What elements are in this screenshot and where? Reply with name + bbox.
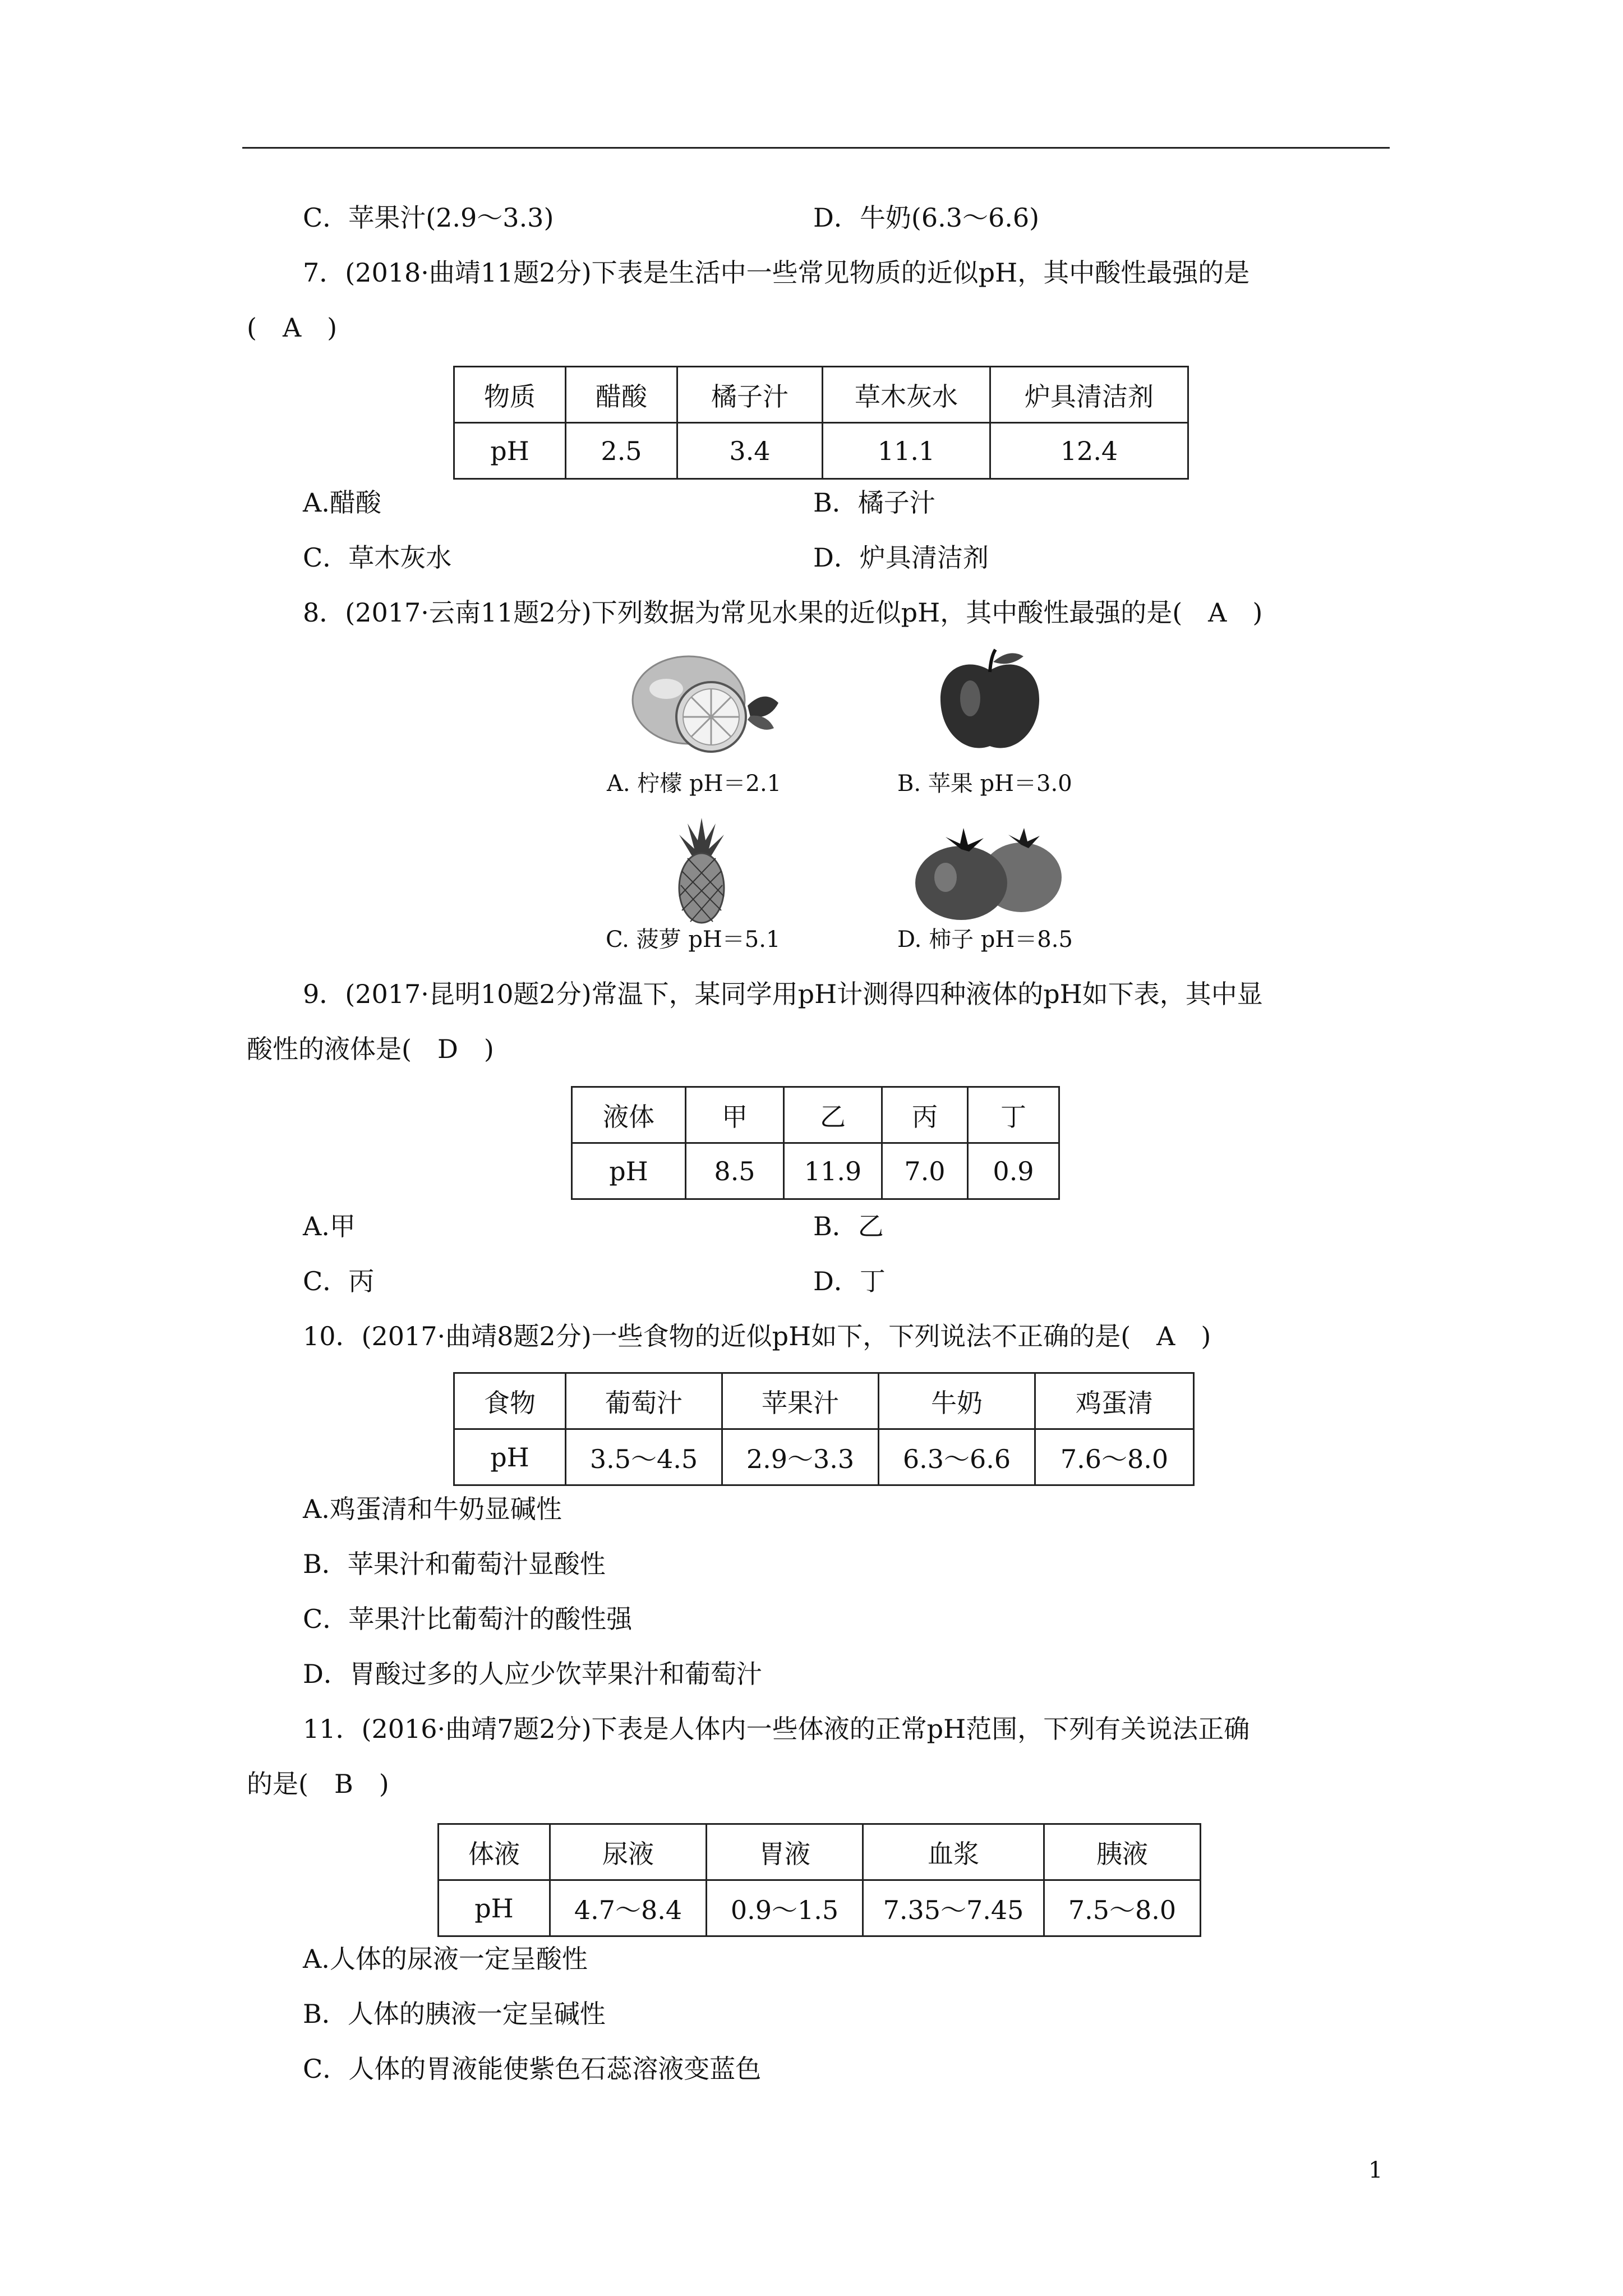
table-cell: 11.9 [784, 1143, 882, 1199]
table-cell: 7.35～7.45 [863, 1880, 1044, 1936]
table-cell: 丁 [968, 1087, 1059, 1143]
table-cell: 4.7～8.4 [550, 1880, 707, 1936]
q9-option-a: A.甲 [303, 1211, 356, 1241]
table-cell: 2.9～3.3 [722, 1429, 879, 1485]
q10-table [453, 1372, 1195, 1486]
q10-option-b: B．苹果汁和葡萄汁显酸性 [303, 1549, 606, 1579]
q11-table [437, 1823, 1201, 1937]
q11-option-b: B．人体的胰液一定呈碱性 [303, 1999, 606, 2029]
q8-stem: 8．(2017·云南11题2分)下列数据为常见水果的近似pH，其中酸性最强的是( A ) [303, 597, 1263, 628]
table-cell: 体液 [439, 1824, 550, 1880]
q8-caption-a: A. 柠檬 pH＝2.1 [607, 771, 782, 797]
table-cell: 0.9～1.5 [707, 1880, 863, 1936]
table-cell: 液体 [572, 1087, 686, 1143]
q9-table [571, 1086, 1060, 1200]
table-cell: 乙 [784, 1087, 882, 1143]
q8-caption-c: C. 菠萝 pH＝5.1 [606, 927, 781, 953]
table-cell: 草木灰水 [823, 367, 990, 423]
table-cell: 胃液 [707, 1824, 863, 1880]
table-cell: 橘子汁 [677, 367, 823, 423]
q7-option-b: B．橘子汁 [813, 487, 935, 518]
lemon-image [627, 650, 784, 756]
table-cell: 鸡蛋清 [1035, 1373, 1194, 1429]
pineapple-image [671, 818, 732, 924]
table-cell: 食物 [454, 1373, 566, 1429]
q9-option-d: D．丁 [813, 1266, 886, 1296]
table-cell: 3.4 [677, 423, 823, 479]
q10-option-a: A.鸡蛋清和牛奶显碱性 [303, 1494, 562, 1524]
table-cell: 2.5 [566, 423, 677, 479]
q7-option-c: C．草木灰水 [303, 542, 452, 573]
table-cell: 尿液 [550, 1824, 707, 1880]
table-cell: 8.5 [686, 1143, 784, 1199]
page-number: 1 [1368, 2157, 1383, 2183]
q10-stem: 10．(2017·曲靖8题2分)一些食物的近似pH如下，下列说法不正确的是( A ) [303, 1321, 1211, 1351]
table-cell: 血浆 [863, 1824, 1044, 1880]
q9-stem: 9．(2017·昆明10题2分)常温下，某同学用pH计测得四种液体的pH如下表，其中显 [303, 979, 1263, 1009]
q7-table [453, 366, 1189, 480]
q9-answer: 酸性的液体是( D ) [247, 1034, 494, 1064]
table-cell: 12.4 [990, 423, 1188, 479]
table-cell: 物质 [454, 367, 566, 423]
table-cell: 0.9 [968, 1143, 1059, 1199]
table-cell: 7.6～8.0 [1035, 1429, 1194, 1485]
q11-stem: 11．(2016·曲靖7题2分)下表是人体内一些体液的正常pH范围，下列有关说法正确 [303, 1714, 1250, 1744]
q10-option-d: D．胃酸过多的人应少饮苹果汁和葡萄汁 [303, 1659, 762, 1689]
q10-option-c: C．苹果汁比葡萄汁的酸性强 [303, 1604, 633, 1634]
q8-caption-b: B. 苹果 pH＝3.0 [897, 771, 1072, 797]
table-cell: 6.3～6.6 [879, 1429, 1035, 1485]
table-cell: 炉具清洁剂 [990, 367, 1188, 423]
apple-image [934, 645, 1046, 757]
persimmon-image [912, 816, 1063, 922]
table-cell: pH [572, 1143, 686, 1199]
table-cell: pH [439, 1880, 550, 1936]
table-cell: 7.0 [882, 1143, 968, 1199]
q11-answer: 的是( B ) [247, 1769, 389, 1799]
q9-option-c: C．丙 [303, 1266, 375, 1296]
q7-stem: 7．(2018·曲靖11题2分)下表是生活中一些常见物质的近似pH，其中酸性最强的是 [303, 257, 1250, 288]
table-cell: 7.5～8.0 [1044, 1880, 1201, 1936]
header-rule [242, 147, 1390, 149]
table-cell: 11.1 [823, 423, 990, 479]
q6-option-c: C．苹果汁(2.9～3.3) [303, 203, 554, 233]
table-cell: 胰液 [1044, 1824, 1201, 1880]
table-cell: 牛奶 [879, 1373, 1035, 1429]
table-cell: 丙 [882, 1087, 968, 1143]
q6-option-d: D．牛奶(6.3～6.6) [813, 203, 1040, 233]
q7-option-d: D．炉具清洁剂 [813, 542, 989, 573]
q9-option-b: B．乙 [813, 1211, 884, 1241]
q11-option-a: A.人体的尿液一定呈酸性 [303, 1944, 588, 1974]
q7-option-a: A.醋酸 [303, 487, 381, 518]
table-cell: 3.5～4.5 [566, 1429, 722, 1485]
q8-caption-d: D. 柿子 pH＝8.5 [897, 927, 1073, 953]
table-cell: 苹果汁 [722, 1373, 879, 1429]
table-cell: pH [454, 423, 566, 479]
q11-option-c: C．人体的胃液能使紫色石蕊溶液变蓝色 [303, 2054, 762, 2084]
table-cell: 甲 [686, 1087, 784, 1143]
table-cell: 葡萄汁 [566, 1373, 722, 1429]
q7-answer: ( A ) [247, 312, 338, 343]
table-cell: 醋酸 [566, 367, 677, 423]
table-cell: pH [454, 1429, 566, 1485]
